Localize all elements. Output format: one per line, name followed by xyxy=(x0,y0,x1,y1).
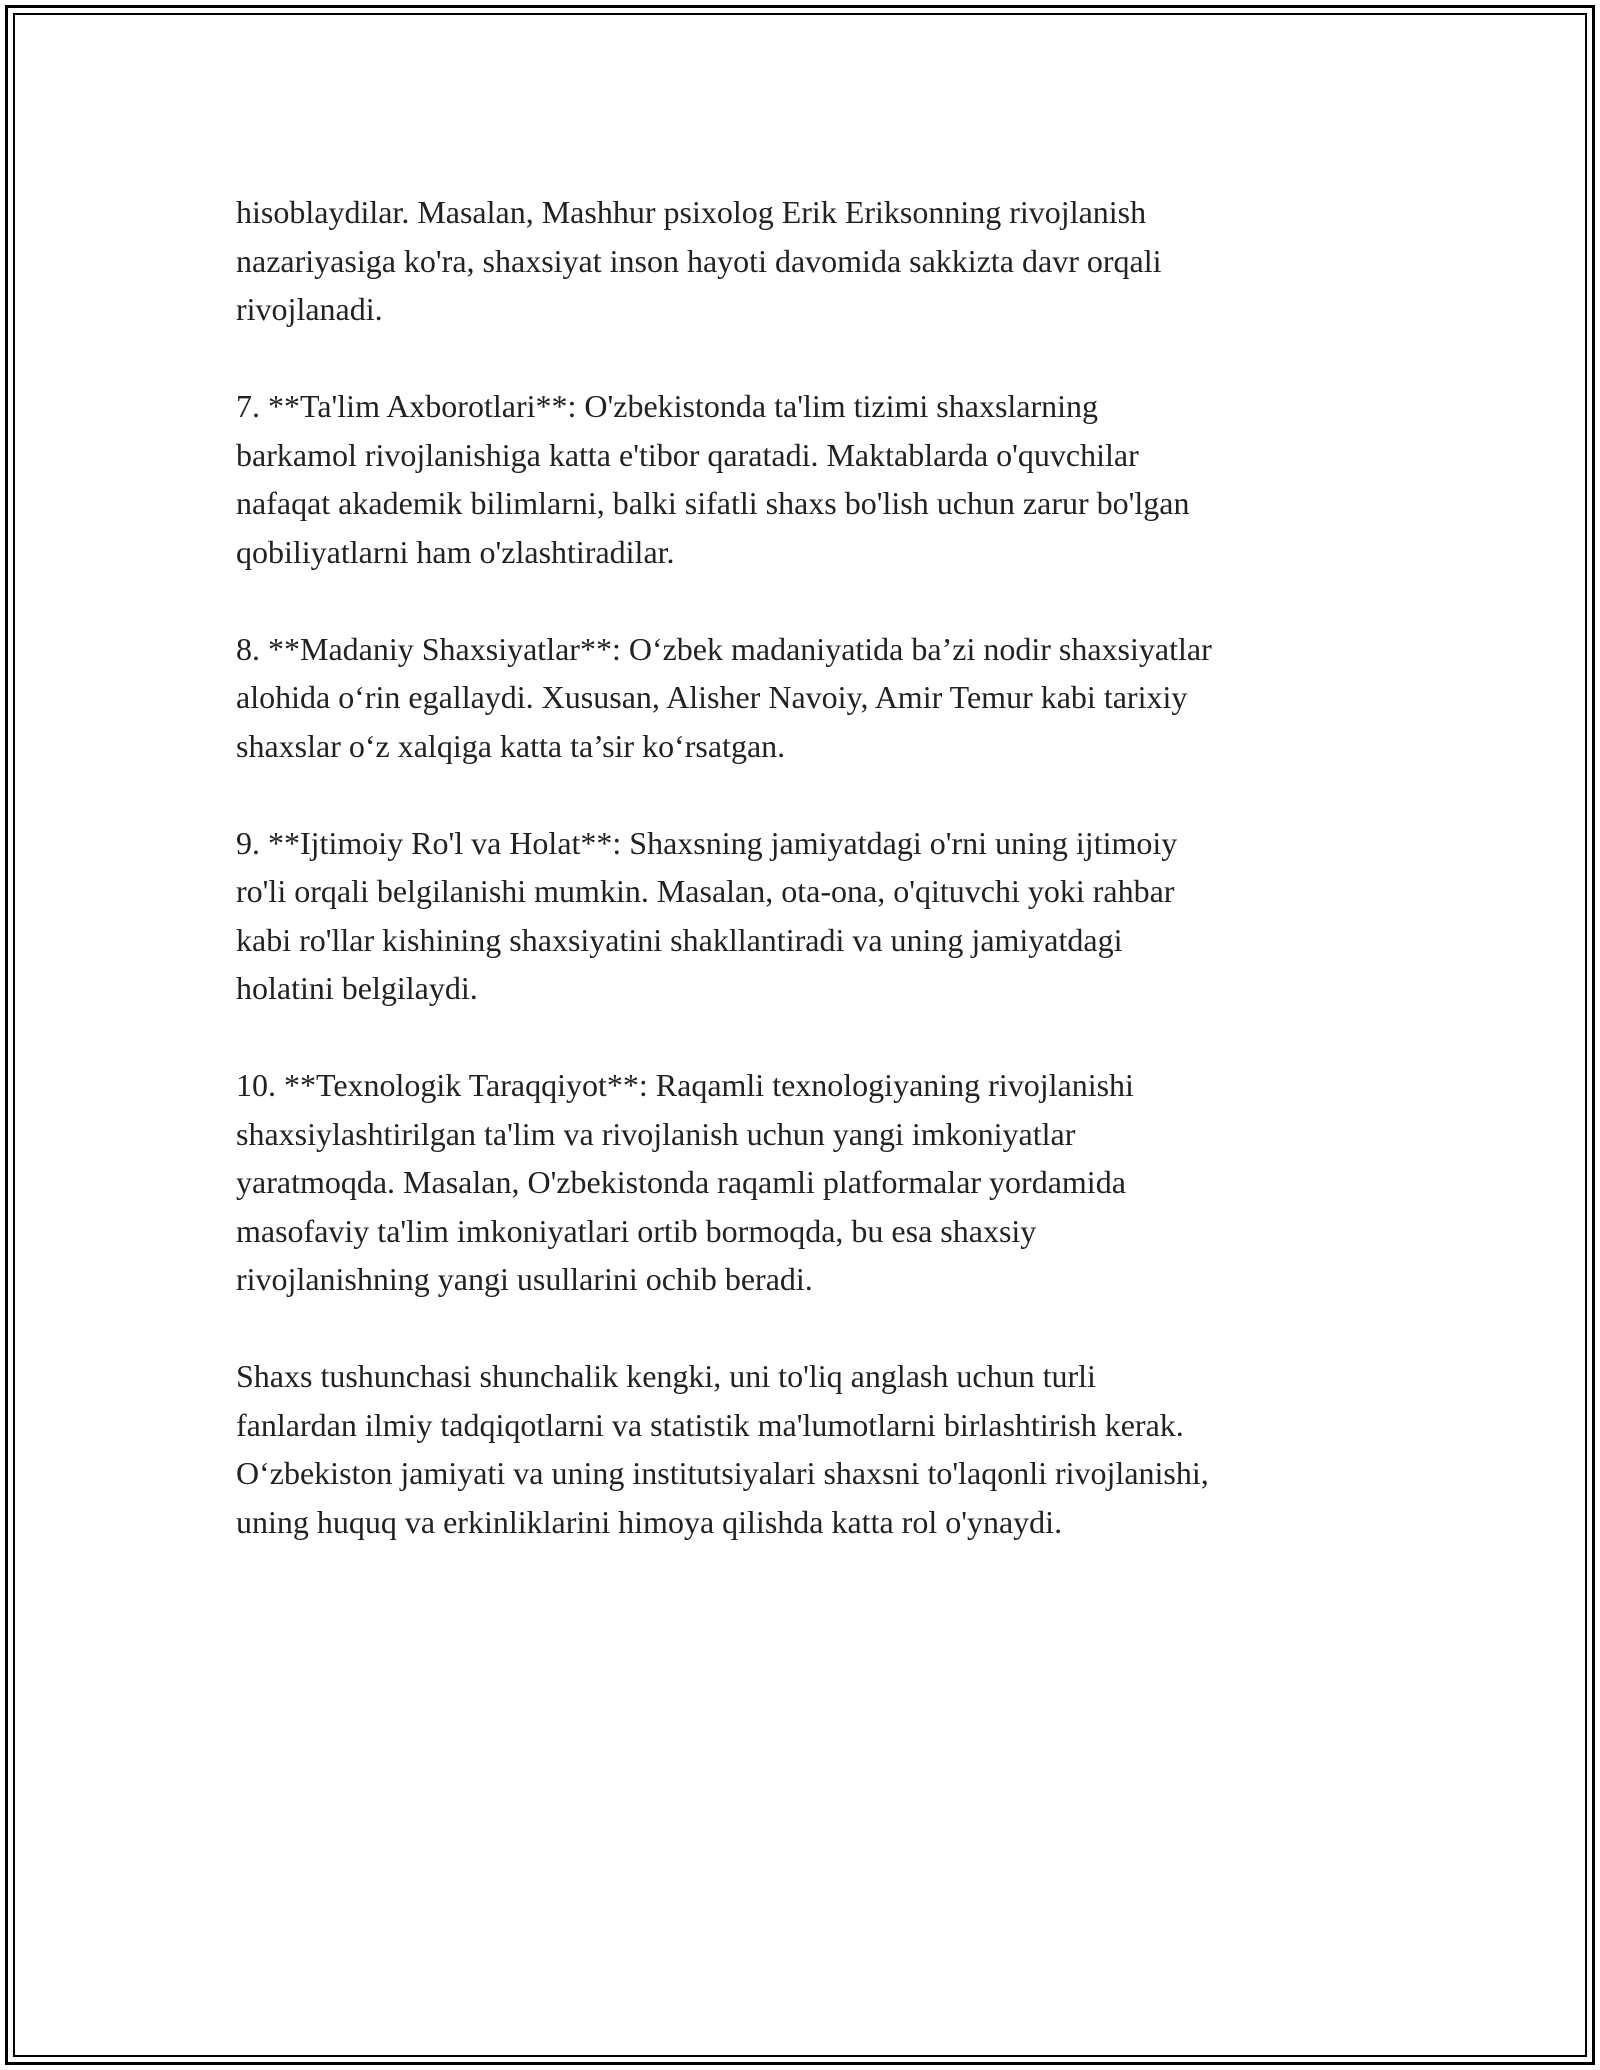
paragraph-item-9: 9. **Ijtimoiy Ro'l va Holat**: Shaxsning jamiyatdagi o'rni uning ijtimoiy ro'li orqali belgilanishi mumkin. Masalan, ota-ona, o'qituvchi yoki rahbar kabi ro'llar kishining shaxsiyatini shakllantiradi va uning jamiyatdagi holatini belgilaydi. xyxy=(236,824,1178,1006)
document-body xyxy=(236,188,1386,1546)
paragraph-item-7: 7. **Ta'lim Axborotlari**: O'zbekistonda ta'lim tizimi shaxslarning barkamol rivojlanishiga katta e'tibor qaratadi. Maktablarda o'quvchilar nafaqat akademik bilimlarni, balki sifatli shaxs bo'lish uchun zarur bo'lgan qobiliyatlarni ham o'zlashtiradilar. xyxy=(236,388,1190,570)
paragraph-conclusion: Shaxs tushunchasi shunchalik kengki, uni to'liq anglash uchun turli fanlardan ilmiy tadqiqotlarni va statistik ma'lumotlarni birlashtirish kerak. O‘zbekiston jamiyati va uning institutsiyalari shaxsni to'laqonli rivojlanishi, uning huquq va erkinliklarini himoya qilishda katta rol o'ynaydi. xyxy=(236,1358,1209,1540)
paragraph-intro-continuation: hisoblaydilar. Masalan, Mashhur psixolog Erik Eriksonning rivojlanish nazariyasiga ko'ra, shaxsiyat inson hayoti davomida sakkizta davr orqali rivojlanadi. xyxy=(236,194,1162,327)
paragraph-item-10: 10. **Texnologik Taraqqiyot**: Raqamli texnologiyaning rivojlanishi shaxsiylashtirilgan ta'lim va rivojlanish uchun yangi imkoniyatlar yaratmoqda. Masalan, O'zbekistonda raqamli platformalar yordamida masofaviy ta'lim imkoniyatlari ortib bormoqda, bu esa shaxsiy rivojlanishning yangi usullarini ochib beradi. xyxy=(236,1067,1134,1297)
paragraph-item-8: 8. **Madaniy Shaxsiyatlar**: O‘zbek madaniyatida ba’zi nodir shaxsiyatlar alohida o‘rin egallaydi. Xususan, Alisher Navoiy, Amir Temur kabi tarixiy shaxslar o‘z xalqiga katta ta’sir ko‘rsatgan. xyxy=(236,630,1212,764)
